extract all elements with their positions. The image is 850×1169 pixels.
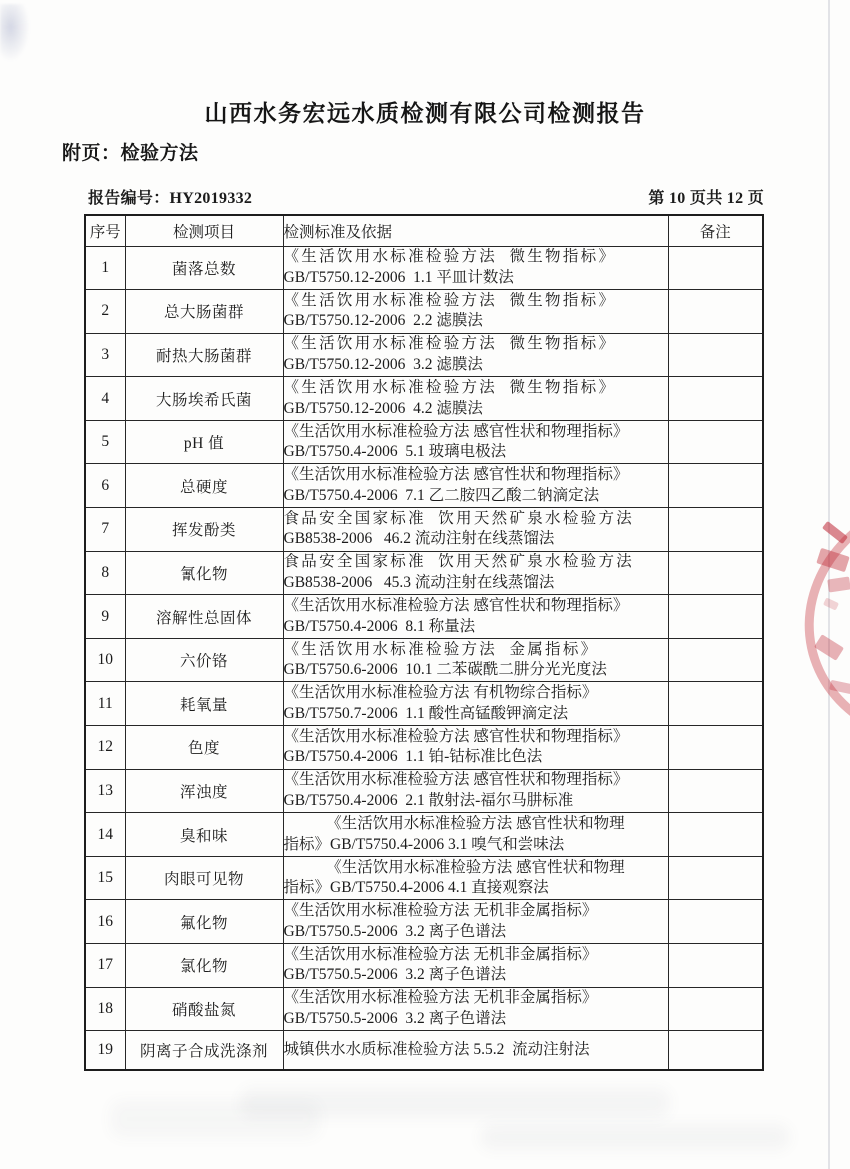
table-row [85, 769, 763, 813]
cell-remark [668, 420, 763, 464]
report-number-label: 报告编号： [88, 190, 170, 207]
cell-remark [668, 595, 763, 639]
header-serial: 序号 [85, 215, 125, 246]
standard-line-1: 食品安全国家标准 饮用天然矿泉水检验方法 [283, 509, 635, 527]
red-stamp-fragment [822, 521, 848, 544]
cell-serial: 6 [85, 464, 125, 508]
table-body [85, 246, 763, 1070]
cell-serial: 12 [85, 726, 125, 770]
table-row [85, 856, 763, 900]
table-row [85, 595, 763, 639]
cell-remark [668, 508, 763, 552]
cell-remark [668, 682, 763, 726]
table-row [85, 246, 763, 290]
standard-line-1: 《生活饮用水标准检验方法 微生物指标》 [283, 291, 617, 309]
standard-line-1: 《生活饮用水标准检验方法 无机非金属指标》 [283, 945, 598, 963]
cell-standard [283, 464, 668, 508]
cell-standard [283, 769, 668, 813]
standard-line-2: GB/T5750.12-2006 2.2 滤膜法 [283, 312, 483, 330]
standard-line-1: 《生活饮用水标准检验方法 微生物指标》 [283, 248, 617, 266]
cell-item: 挥发酚类 [125, 508, 283, 552]
header-standard: 检测标准及依据 [283, 215, 668, 246]
standard-line-2: GB/T5750.6-2006 10.1 二苯碳酰二肼分光光度法 [283, 661, 607, 679]
cell-remark [668, 377, 763, 421]
cell-standard [283, 1031, 668, 1070]
cell-remark [668, 464, 763, 508]
cell-remark [668, 246, 763, 290]
standard-line-2: GB/T5750.5-2006 3.2 离子色谱法 [283, 922, 507, 940]
page-title: 山西水务宏远水质检测有限公司检测报告 [204, 101, 646, 127]
red-stamp-fragment [816, 548, 849, 572]
cell-remark [668, 769, 763, 813]
standard-line-2: GB/T5750.4-2006 8.1 称量法 [283, 617, 476, 635]
table-row [85, 987, 763, 1031]
bleed-through [110, 1100, 320, 1138]
cell-remark [668, 726, 763, 770]
appendix-subtitle: 附页：检验方法 [62, 143, 199, 164]
cell-standard [283, 856, 668, 900]
cell-serial: 8 [85, 551, 125, 595]
cell-remark [668, 638, 763, 682]
red-stamp-fragment [829, 680, 850, 694]
page-edge-line [828, 0, 830, 1169]
cell-item: 溶解性总固体 [125, 595, 283, 639]
cell-remark [668, 1031, 763, 1070]
cell-item: 色度 [125, 726, 283, 770]
standard-line-1: 《生活饮用水标准检验方法 感官性状和物理 [326, 815, 625, 833]
standard-line-1: 《生活饮用水标准检验方法 有机物综合指标》 [283, 684, 598, 702]
cell-standard [283, 551, 668, 595]
cell-standard [283, 813, 668, 857]
cell-standard [283, 290, 668, 334]
table-row [85, 333, 763, 377]
cell-remark [668, 551, 763, 595]
standard-line-2: GB/T5750.4-2006 5.1 玻璃电极法 [283, 443, 507, 461]
cell-serial: 4 [85, 377, 125, 421]
cell-standard [283, 900, 668, 944]
table-row [85, 900, 763, 944]
standard-line-1: 《生活饮用水标准检验方法 微生物指标》 [283, 335, 617, 353]
cell-standard [283, 682, 668, 726]
cell-standard [283, 377, 668, 421]
cell-item: 阴离子合成洗涤剂 [125, 1031, 283, 1070]
standard-line-1: 食品安全国家标准 饮用天然矿泉水检验方法 [283, 553, 635, 571]
cell-standard [283, 420, 668, 464]
bleed-through [240, 1088, 670, 1118]
cell-item: 氰化物 [125, 551, 283, 595]
cell-remark [668, 856, 763, 900]
standard-line-1: 《生活饮用水标准检验方法 微生物指标》 [283, 379, 617, 397]
table-row [85, 508, 763, 552]
standard-line-1: 《生活饮用水标准检验方法 感官性状和物理指标》 [283, 771, 629, 789]
cell-item: 总大肠菌群 [125, 290, 283, 334]
standard-line-1: 《生活饮用水标准检验方法 无机非金属指标》 [283, 902, 598, 920]
cell-remark [668, 944, 763, 988]
standard-line-1: 《生活饮用水标准检验方法 感官性状和物理指标》 [283, 597, 629, 615]
red-stamp-fragment [823, 597, 839, 610]
cell-item: pH 值 [125, 420, 283, 464]
cell-serial: 13 [85, 769, 125, 813]
cell-serial: 17 [85, 944, 125, 988]
red-stamp-fragment [781, 465, 850, 772]
header-item: 检测项目 [125, 215, 283, 246]
cell-item: 大肠埃希氏菌 [125, 377, 283, 421]
cell-standard [283, 726, 668, 770]
cell-serial: 14 [85, 813, 125, 857]
cell-item: 硝酸盐氮 [125, 987, 283, 1031]
standard-line-2: GB/T5750.12-2006 1.1 平皿计数法 [283, 268, 514, 286]
cell-remark [668, 813, 763, 857]
cell-item: 总硬度 [125, 464, 283, 508]
cell-remark [668, 333, 763, 377]
table-row [85, 813, 763, 857]
cell-standard [283, 595, 668, 639]
cell-standard [283, 508, 668, 552]
cell-item: 臭和味 [125, 813, 283, 857]
cell-item: 氟化物 [125, 900, 283, 944]
methods-table [84, 214, 764, 1071]
cell-item: 氯化物 [125, 944, 283, 988]
cell-serial: 3 [85, 333, 125, 377]
standard-line-1: 《生活饮用水标准检验方法 感官性状和物理指标》 [283, 466, 629, 484]
report-number [88, 185, 252, 208]
standard-line-2: GB/T5750.5-2006 3.2 离子色谱法 [283, 966, 507, 984]
table-row [85, 551, 763, 595]
standard-line-2: 指标》GB/T5750.4-2006 3.1 嗅气和尝味法 [283, 835, 565, 853]
cell-remark [668, 290, 763, 334]
cell-remark [668, 987, 763, 1031]
red-stamp-fragment [814, 634, 844, 660]
table-row [85, 420, 763, 464]
scan-smudge [0, 4, 30, 62]
table-row [85, 682, 763, 726]
table-row [85, 726, 763, 770]
cell-serial: 2 [85, 290, 125, 334]
report-number-value: HY2019332 [169, 190, 253, 207]
standard-line-2: 指标》GB/T5750.4-2006 4.1 直接观察法 [283, 879, 549, 897]
cell-serial: 16 [85, 900, 125, 944]
standard-line-2: GB8538-2006 46.2 流动注射在线蒸馏法 [283, 530, 555, 548]
standard-line-2: GB/T5750.4-2006 2.1 散射法-福尔马肼标准 [283, 791, 574, 809]
cell-standard [283, 246, 668, 290]
cell-item: 耗氧量 [125, 682, 283, 726]
standard-line-2: GB/T5750.5-2006 3.2 离子色谱法 [283, 1009, 507, 1027]
cell-standard [283, 333, 668, 377]
page-indicator: 第 10 页共 12 页 [648, 190, 764, 207]
table-header-row [85, 215, 763, 246]
cell-serial: 19 [85, 1031, 125, 1070]
table-row [85, 377, 763, 421]
cell-item: 浑浊度 [125, 769, 283, 813]
standard-line-1: 《生活饮用水标准检验方法 感官性状和物理 [326, 858, 625, 876]
table-row [85, 638, 763, 682]
cell-serial: 5 [85, 420, 125, 464]
cell-serial: 11 [85, 682, 125, 726]
cell-serial: 7 [85, 508, 125, 552]
red-stamp-fragment [827, 577, 850, 593]
cell-serial: 9 [85, 595, 125, 639]
cell-item: 耐热大肠菌群 [125, 333, 283, 377]
standard-line-1: 《生活饮用水标准检验方法 金属指标》 [283, 640, 599, 658]
cell-standard [283, 987, 668, 1031]
standard-line-2: GB/T5750.4-2006 7.1 乙二胺四乙酸二钠滴定法 [283, 486, 600, 504]
cell-serial: 18 [85, 987, 125, 1031]
table-row [85, 1031, 763, 1070]
cell-item: 菌落总数 [125, 246, 283, 290]
standard-line-1: 《生活饮用水标准检验方法 感官性状和物理指标》 [283, 727, 629, 745]
cell-item: 肉眼可见物 [125, 856, 283, 900]
standard-line-1: 《生活饮用水标准检验方法 感官性状和物理指标》 [283, 422, 629, 440]
standard-line-2: GB/T5750.12-2006 3.2 滤膜法 [283, 355, 483, 373]
cell-standard [283, 944, 668, 988]
bleed-through [480, 1124, 790, 1150]
header-remark: 备注 [668, 215, 763, 246]
standard-line-1: 城镇供水水质标准检验方法 5.5.2 流动注射法 [283, 1040, 590, 1058]
cell-item: 六价铬 [125, 638, 283, 682]
cell-standard [283, 638, 668, 682]
table-row [85, 944, 763, 988]
cell-remark [668, 900, 763, 944]
standard-line-1: 《生活饮用水标准检验方法 无机非金属指标》 [283, 989, 598, 1007]
standard-line-2: GB/T5750.7-2006 1.1 酸性高锰酸钾滴定法 [283, 704, 569, 722]
cell-serial: 10 [85, 638, 125, 682]
cell-serial: 1 [85, 246, 125, 290]
standard-line-2: GB/T5750.12-2006 4.2 滤膜法 [283, 399, 483, 417]
table-row [85, 290, 763, 334]
standard-line-2: GB/T5750.4-2006 1.1 铂-钴标准比色法 [283, 748, 543, 766]
cell-serial: 15 [85, 856, 125, 900]
table-row [85, 464, 763, 508]
standard-line-2: GB8538-2006 45.3 流动注射在线蒸馏法 [283, 573, 555, 591]
